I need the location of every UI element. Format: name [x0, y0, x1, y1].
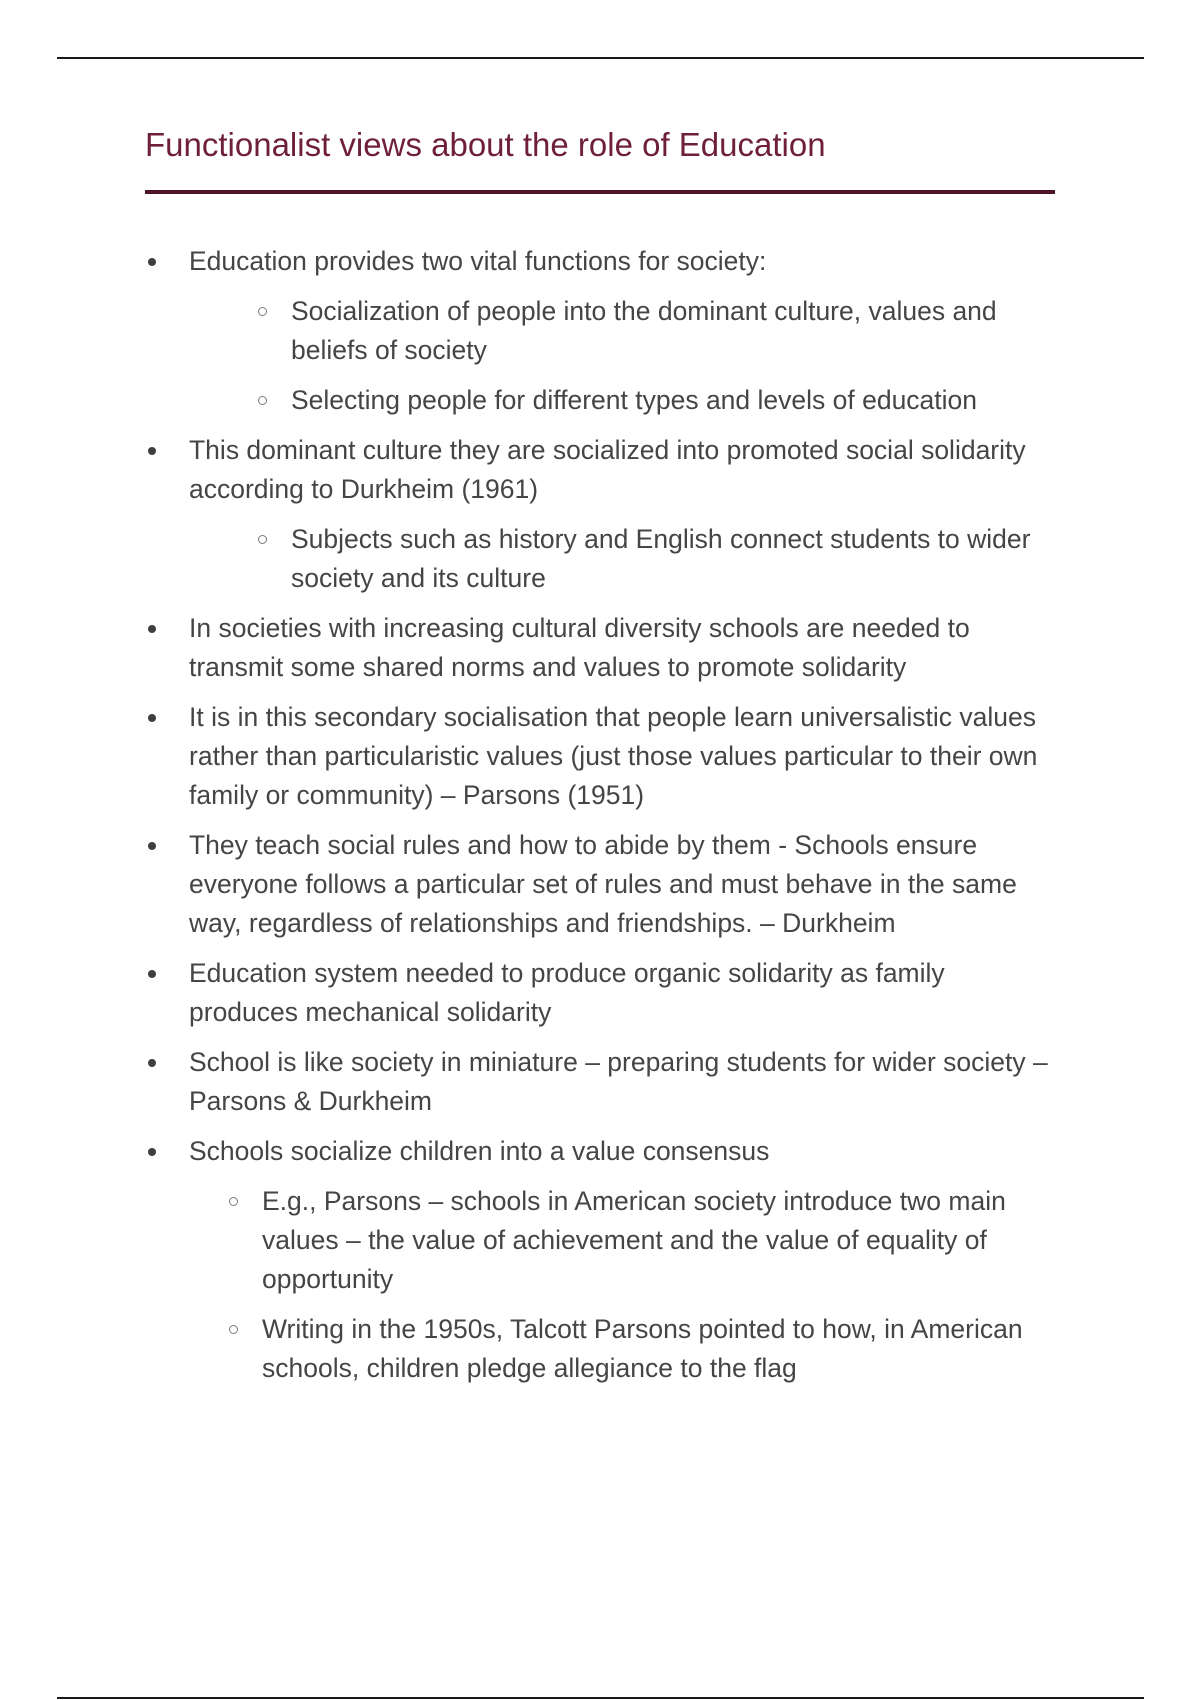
bullet-list — [145, 242, 1055, 1388]
list-item — [145, 609, 1055, 687]
sub-list-item-text: Writing in the 1950s, Talcott Parsons pointed to how, in American schools, children pledge allegiance to the flag — [262, 1314, 1023, 1383]
document-content — [145, 120, 1055, 1399]
sub-list-item-text: Subjects such as history and English connect students to wider society and its culture — [291, 524, 1031, 593]
hollow-circle-bullet-icon — [258, 535, 267, 544]
bullet-dot-icon — [148, 447, 156, 455]
list-item-text: School is like society in miniature – preparing students for wider society – Parsons & Durkheim — [189, 1047, 1048, 1116]
document-title: Functionalist views about the role of Education — [145, 126, 826, 163]
sub-list-item-text: Socialization of people into the dominant culture, values and beliefs of society — [291, 296, 997, 365]
page-top-rule — [57, 57, 1144, 59]
bullet-dot-icon — [148, 842, 156, 850]
list-item — [145, 242, 1055, 420]
bullet-dot-icon — [148, 258, 156, 266]
list-item — [145, 431, 1055, 598]
list-item-text: In societies with increasing cultural diversity schools are needed to transmit some shared norms and values to promote solidarity — [189, 613, 970, 682]
list-item-text: It is in this secondary socialisation that people learn universalistic values rather than particularistic values (just those values particular to their own family or community) – Parsons (1951) — [189, 702, 1038, 810]
list-item-text: Schools socialize children into a value consensus — [189, 1136, 770, 1166]
hollow-circle-bullet-icon — [258, 396, 267, 405]
list-item — [145, 1132, 1055, 1388]
sub-list-item — [189, 381, 1055, 420]
sub-list-item — [189, 1182, 1055, 1299]
sub-list — [189, 292, 1055, 420]
bullet-dot-icon — [148, 1148, 156, 1156]
sub-list-item — [189, 292, 1055, 370]
hollow-circle-bullet-icon — [258, 307, 267, 316]
list-item — [145, 698, 1055, 815]
list-item-text: They teach social rules and how to abide by them - Schools ensure everyone follows a particular set of rules and must behave in the same way, regardless of relationships and friendships. – Durkheim — [189, 830, 1017, 938]
bullet-dot-icon — [148, 970, 156, 978]
sub-list — [189, 1182, 1055, 1388]
hollow-circle-bullet-icon — [229, 1197, 238, 1206]
title-underline — [145, 190, 1055, 194]
bullet-dot-icon — [148, 625, 156, 633]
list-item — [145, 826, 1055, 943]
list-item-text: Education provides two vital functions for society: — [189, 246, 767, 276]
sub-list-item — [189, 1310, 1055, 1388]
list-item-text: Education system needed to produce organic solidarity as family produces mechanical solidarity — [189, 958, 945, 1027]
bullet-dot-icon — [148, 714, 156, 722]
list-item — [145, 1043, 1055, 1121]
bullet-dot-icon — [148, 1059, 156, 1067]
list-item-text: This dominant culture they are socialized into promoted social solidarity according to Durkheim (1961) — [189, 435, 1026, 504]
sub-list-item-text: E.g., Parsons – schools in American society introduce two main values – the value of achievement and the value of equality of opportunity — [262, 1186, 1006, 1294]
page-bottom-rule — [57, 1697, 1144, 1699]
list-item — [145, 954, 1055, 1032]
sub-list — [189, 520, 1055, 598]
hollow-circle-bullet-icon — [229, 1325, 238, 1334]
sub-list-item-text: Selecting people for different types and levels of education — [291, 385, 978, 415]
sub-list-item — [189, 520, 1055, 598]
